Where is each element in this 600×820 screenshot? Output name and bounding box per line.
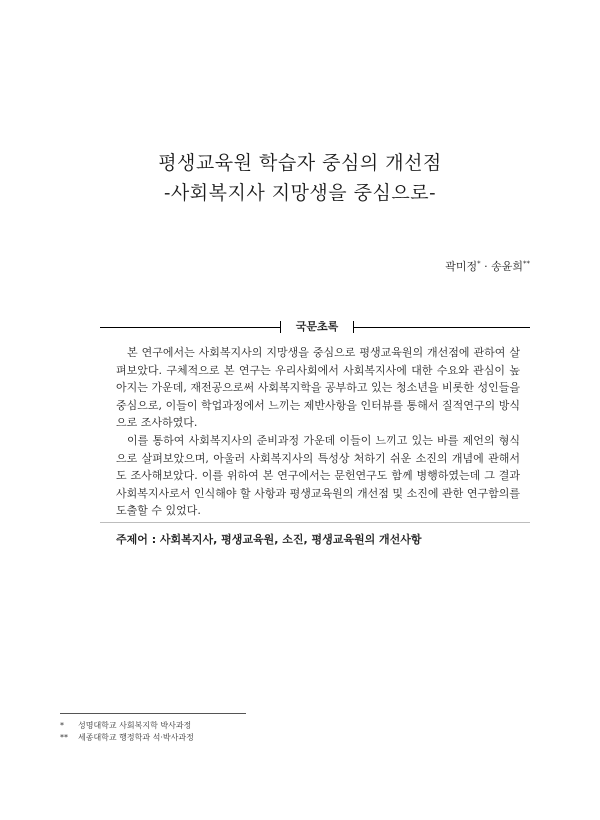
footnote	[60, 720, 194, 732]
author-footnote-mark: *	[477, 259, 481, 268]
keywords: 주제어 : 사회복지사, 평생교육원, 소진, 평생교육원의 개선사항	[116, 533, 422, 546]
abstract-paragraph: 본 연구에서는 사회복지사의 지망생을 중심으로 평생교육원의 개선점에 관하여 살펴보았다. 구체적으로 본 연구는 우리사회에서 사회복지사에 대한 수요와 관심이 높아지는 가운데, 재전공으로써 사회복지학을 공부하고 있는 청소년을 비롯한 성인들을 중심으로, 이들이 학업과정에서 느끼는 제반사항을 인터뷰를 통해서 질적연구의 방식으로 조사하였다.	[116, 346, 520, 430]
abstract-header	[100, 320, 530, 334]
abstract-body	[116, 344, 520, 520]
keywords-divider	[100, 522, 530, 523]
footnote-mark: **	[60, 733, 68, 742]
author-separator: ·	[480, 260, 492, 273]
paper-title: 평생교육원 학습자 중심의 개선점	[158, 152, 442, 174]
abstract-heading: 국문초록	[295, 320, 339, 333]
footnote-mark: *	[60, 721, 64, 730]
title-block	[0, 148, 600, 208]
header-rule-left	[100, 327, 280, 328]
author-line	[445, 258, 530, 274]
author-name: 곽미정	[445, 260, 478, 273]
footnote-text: 성명대학교 사회복지학 박사과정	[78, 721, 192, 730]
author-footnote-mark: **	[523, 259, 530, 268]
footnote-text: 세종대학교 행정학과 석·박사과정	[78, 733, 194, 742]
paper-subtitle: -사회복지사 지망생을 중심으로-	[163, 182, 437, 204]
footnote	[60, 732, 194, 744]
author-name: 송윤희	[491, 260, 523, 273]
footnote-divider	[60, 713, 246, 714]
header-bracket-left	[280, 321, 281, 333]
abstract-paragraph: 이를 통하여 사회복지사의 준비과정 가운데 이들이 느끼고 있는 바를 제언의 형식으로 살펴보았으며, 아울러 사회복지사의 특성상 처하기 쉬운 소진의 개념에 관해서도 조사해보았다. 이를 위하여 본 연구에서는 문헌연구도 함께 병행하였는데 그 결과 사회복지사로서 인식해야 할 사항과 평생교육원의 개선점 및 소진에 관한 연구함의를 도출할 수 있었다.	[116, 433, 520, 518]
header-rule-right	[353, 327, 530, 328]
footnotes	[60, 720, 194, 744]
